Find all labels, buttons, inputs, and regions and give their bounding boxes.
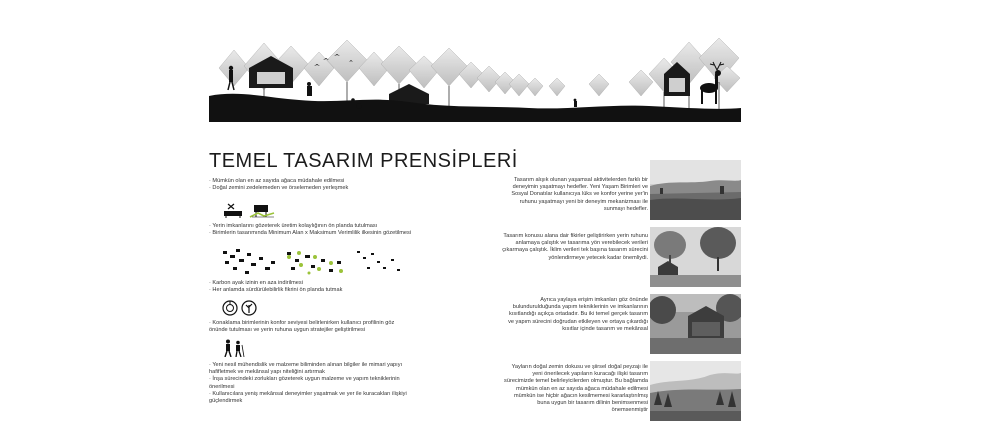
page-title: TEMEL TASARIM PRENSİPLERİ	[209, 150, 518, 172]
description-1: Tasarım alışık olunan yaşamsal aktivitelerden farklı bir deneyimin yaşatmayı hedefler. Yeni Yaşam Birimleri ve Sosyal Donatılar kullanıcıya lüks ve konfor yerine yer'in ruhunu yaşatmayı yeni bir deneyim mekanizması ile sunmayı hedefler.	[511, 177, 648, 212]
hikers-icon	[221, 339, 245, 357]
principle-line: · Kullanıcılara yeniş mekânsal deneyimler yaşatmak ve yer ile kuracakları ilişkiyi güçlendirmek	[209, 390, 407, 405]
principle-line: · Karbon ayak izinin en aza indirilmesi	[209, 280, 303, 286]
foggy-trees-cabin-photo	[650, 227, 741, 287]
principle-line: · Her anlamda sürdürülebilirlik fikrini ön planda tutmak	[209, 287, 343, 294]
principle-block-5	[209, 362, 414, 405]
principle-block-2	[209, 223, 414, 237]
principle-line: · Yeni nesil mühendislik ve malzeme biliminden alınan bilgiler ile mimari yapıyı hafifletmek ve mekânsal yapı niteliğini artırmak	[209, 362, 403, 376]
description-2: Tasarım konusu alana dair fikirler geliştirirken yerin ruhunu anlamaya çalıştık ve tasarıma yön verebilecek verileri çıkarmaya çalıştık. İklim verileri tek başına tasarım sürecini yönlendirmeye yetecek kadar önemliydi.	[502, 233, 648, 261]
principle-line: · Konaklama birimlerinin konfor seviyesi belirlenirken kullanıcı profilinin göz önünde tutulması ve yerin ruhuna uygun stratejiler geliştirilmesi	[209, 320, 395, 334]
principle-block-4	[209, 320, 414, 334]
principle-line: · Yerin imkanlarını gözeterek üretim kolaylığının ön planda tutulması	[209, 223, 378, 229]
principle-line: · İnşa sürecindeki zorlukları gözeterek uygun malzeme ve yapım tekniklerinin önerilmesi	[209, 376, 400, 390]
principle-line: · Doğal zemini zedelemeden ve örselemeden yerleşmek	[209, 185, 349, 192]
principle-block-1	[209, 178, 414, 192]
foggy-meadow-photo	[650, 160, 741, 220]
sustainability-icon	[221, 299, 259, 317]
principle-block-3	[209, 280, 414, 294]
principle-line: · Birimlerin tasarımında Minimum Alan x Maksimum Verimlilik ilkesinin gözetilmesi	[209, 230, 412, 237]
landscape-silhouette-banner	[209, 38, 741, 122]
description-3: Ayrıca yaylaya erişim imkanları göz önünde bulundurulduğunda yapım tekniklerinin ve imkanlarının kısıtlandığı açıkça ortadadır. Bu iki temel gerçek tasarım ve yapım sürecini doğrudan etkileyen ve ortaya çıkardığı kısıtlar içinde tasarım ve mekânsal	[508, 297, 648, 332]
misty-forest-valley-photo	[650, 361, 741, 421]
building-on-stilts-icon	[222, 202, 277, 218]
principle-line: · Mümkün olan en az sayıda ağaca müdahale edilmesi	[209, 178, 345, 184]
description-4: Yayların doğal zemin dokusu ve şiirsel doğal peyzajı ile yeni önerilecek yapıların kuracağı ilişki tasarım sürecimizde temel belirleyicilerden olmuştur. Bu bağlamda mümkün olan en az sayıda ağaca müdahale edilmesi mümkün ise hiçbir ağacın kesilmemesi kararlaştırılmış buna uygun bir tasarım dilinin benimsenmesi önemsenmiştir	[504, 364, 648, 414]
wooden-cabin-photo	[650, 294, 741, 354]
scattered-units-plan-icon	[221, 247, 403, 277]
